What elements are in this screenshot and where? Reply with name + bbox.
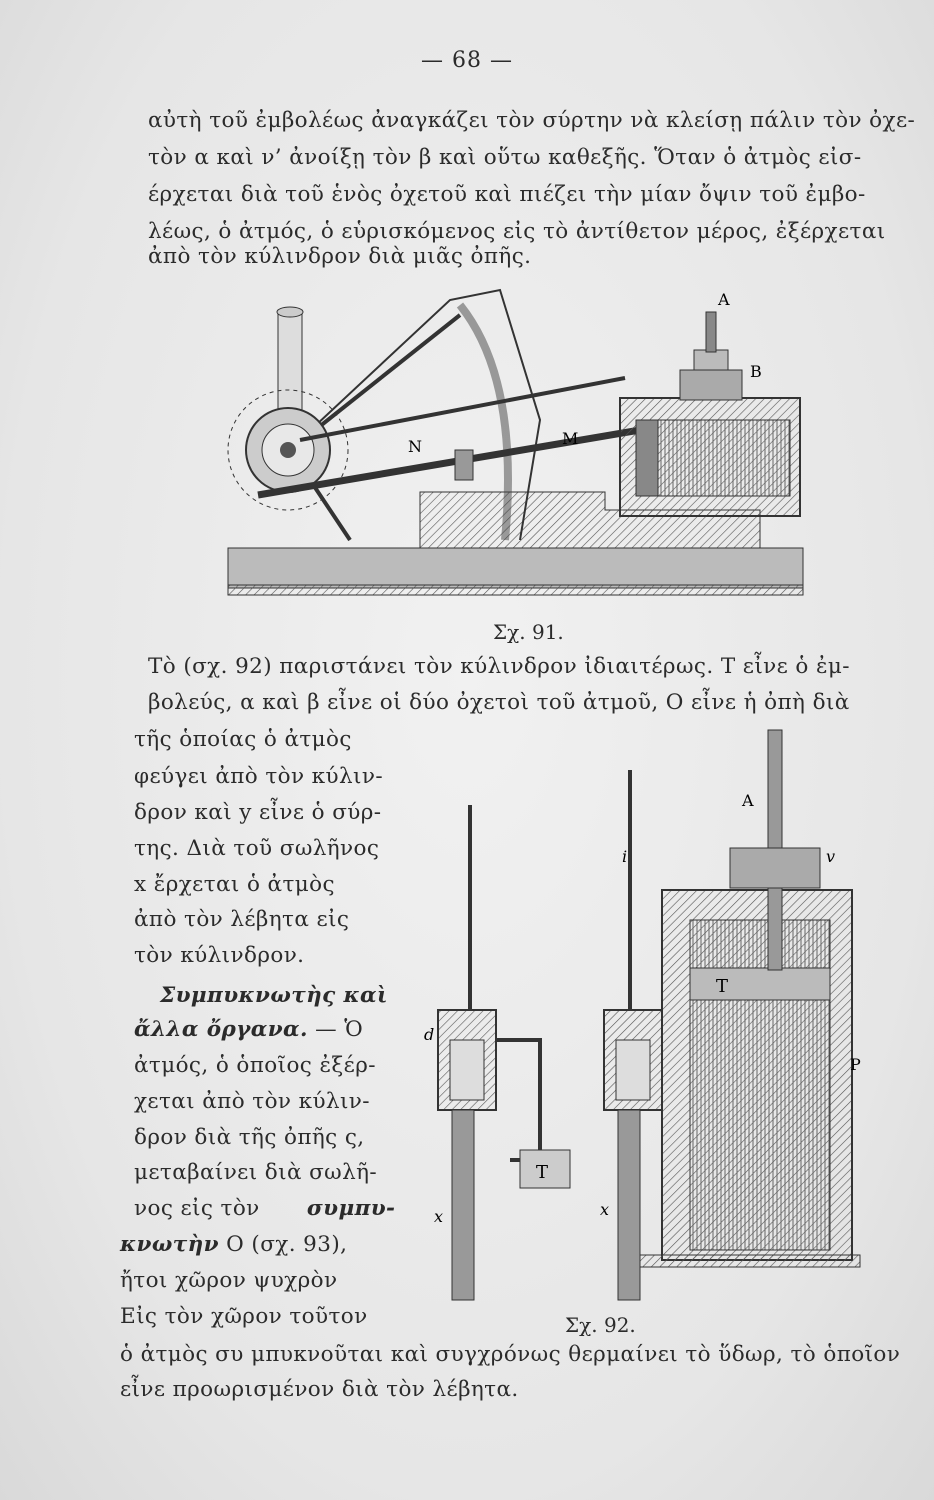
text-line: δρον διὰ τῆς ὀπῆς ς, — [134, 1125, 365, 1150]
text-line: βολεύς, α καὶ β εἶνε οἱ δύο ὀχετοὶ τοῦ ἀτμοῦ, Ο εἶνε ἡ ὀπὴ διὰ — [148, 690, 850, 715]
text-line: Τὸ (σχ. 92) παριστάνει τὸν κύλινδρον ἰδιαιτέρως. Τ εἶνε ὁ ἐμ- — [148, 654, 850, 679]
fig92-label-T2: T — [536, 1162, 549, 1183]
fig92-label-d: d — [424, 1025, 435, 1044]
text-line: Εἰς τὸν χῶρον τοῦτον — [120, 1304, 368, 1329]
section-heading: Συμπυκνωτὴς καὶ — [160, 983, 388, 1008]
text-line: τὸν α καὶ ν’ ἀνοίξῃ τὸν β καὶ οὕτω καθεξῆς. Ὅταν ὁ ἀτμὸς εἰσ- — [148, 145, 862, 170]
fig91-label-A: A — [718, 290, 730, 309]
text-line: τὸν κύλινδρον. — [134, 943, 305, 968]
fig92-label-T: T — [716, 976, 729, 997]
fig91-label-M: M — [562, 429, 579, 448]
fig92-label-v: v — [826, 847, 836, 866]
text-line: λέως, ὁ ἀτμός, ὁ εὑρισκόμενος εἰς τὸ ἀντίθετον μέρος, ἐξέρχεται — [148, 219, 886, 244]
term-bold: συμπυ- — [306, 1196, 396, 1221]
text-line: ἀπὸ τὸν κύλινδρον διὰ μιᾶς ὀπῆς. — [148, 244, 532, 269]
text-line: αὐτὴ τοῦ ἐμβολέως ἀναγκάζει τὸν σύρτην νὰ κλείσῃ πάλιν τὸν ὀχε- — [148, 108, 916, 133]
text-line: έρχεται διὰ τοῦ ἑνὸς ὀχετοῦ καὶ πιέζει τὴν μίαν ὄψιν τοῦ ἐμβο- — [148, 182, 866, 207]
text-span: Ο (σχ. 93), — [218, 1232, 348, 1257]
figure-92-caption: Σχ. 92. — [565, 1313, 636, 1337]
fig92-label-P: P — [850, 1055, 861, 1074]
text-span: νος εἰς τὸν — [134, 1196, 260, 1221]
page-number: — 68 — — [421, 48, 513, 73]
text-line: της. Διὰ τοῦ σωλῆνος — [134, 836, 380, 861]
text-line: ἤτοι χῶρον ψυχρὸν — [120, 1268, 338, 1293]
text-line: μεταβαίνει διὰ σωλῆ- — [134, 1160, 378, 1185]
text-line: ἀτμός, ὁ ὁποῖος ἐξέρ- — [134, 1053, 376, 1078]
figure-91-caption: Σχ. 91. — [493, 620, 564, 644]
fig91-label-B: B — [750, 362, 762, 381]
fig92-label-i: i — [622, 847, 628, 866]
fig92-label-x1: x — [434, 1207, 444, 1226]
text-line: ἀπὸ τὸν λέβητα εἰς — [134, 907, 350, 932]
text-line: χεται ἀπὸ τὸν κύλιν- — [134, 1089, 370, 1114]
fig92-label-A: A — [742, 791, 754, 810]
text-line: δρον καὶ y εἶνε ὁ σύρ- — [134, 800, 382, 825]
term-bold-2: κνωτὴν — [120, 1232, 219, 1257]
heading-rest: — Ὁ — [307, 1017, 364, 1042]
text-line: x ἔρχεται ὁ ἀτμὸς — [134, 872, 335, 897]
fig91-label-N: N — [408, 437, 422, 456]
text-line: εἶνε προωρισμένον διὰ τὸν λέβητα. — [120, 1377, 519, 1402]
section-heading-2: ἄλλα ὄργανα. — [134, 1017, 308, 1042]
text-line: ὁ ἀτμὸς συ μπυκνοῦται καὶ συγχρόνως θερμαίνει τὸ ὕδωρ, τὸ ὁποῖον — [120, 1342, 901, 1367]
text-line: φεύγει ἀπὸ τὸν κύλιν- — [134, 764, 383, 789]
text-line: τῆς ὁποίας ὁ ἀτμὸς — [134, 727, 352, 752]
fig92-label-x2: x — [600, 1200, 610, 1219]
